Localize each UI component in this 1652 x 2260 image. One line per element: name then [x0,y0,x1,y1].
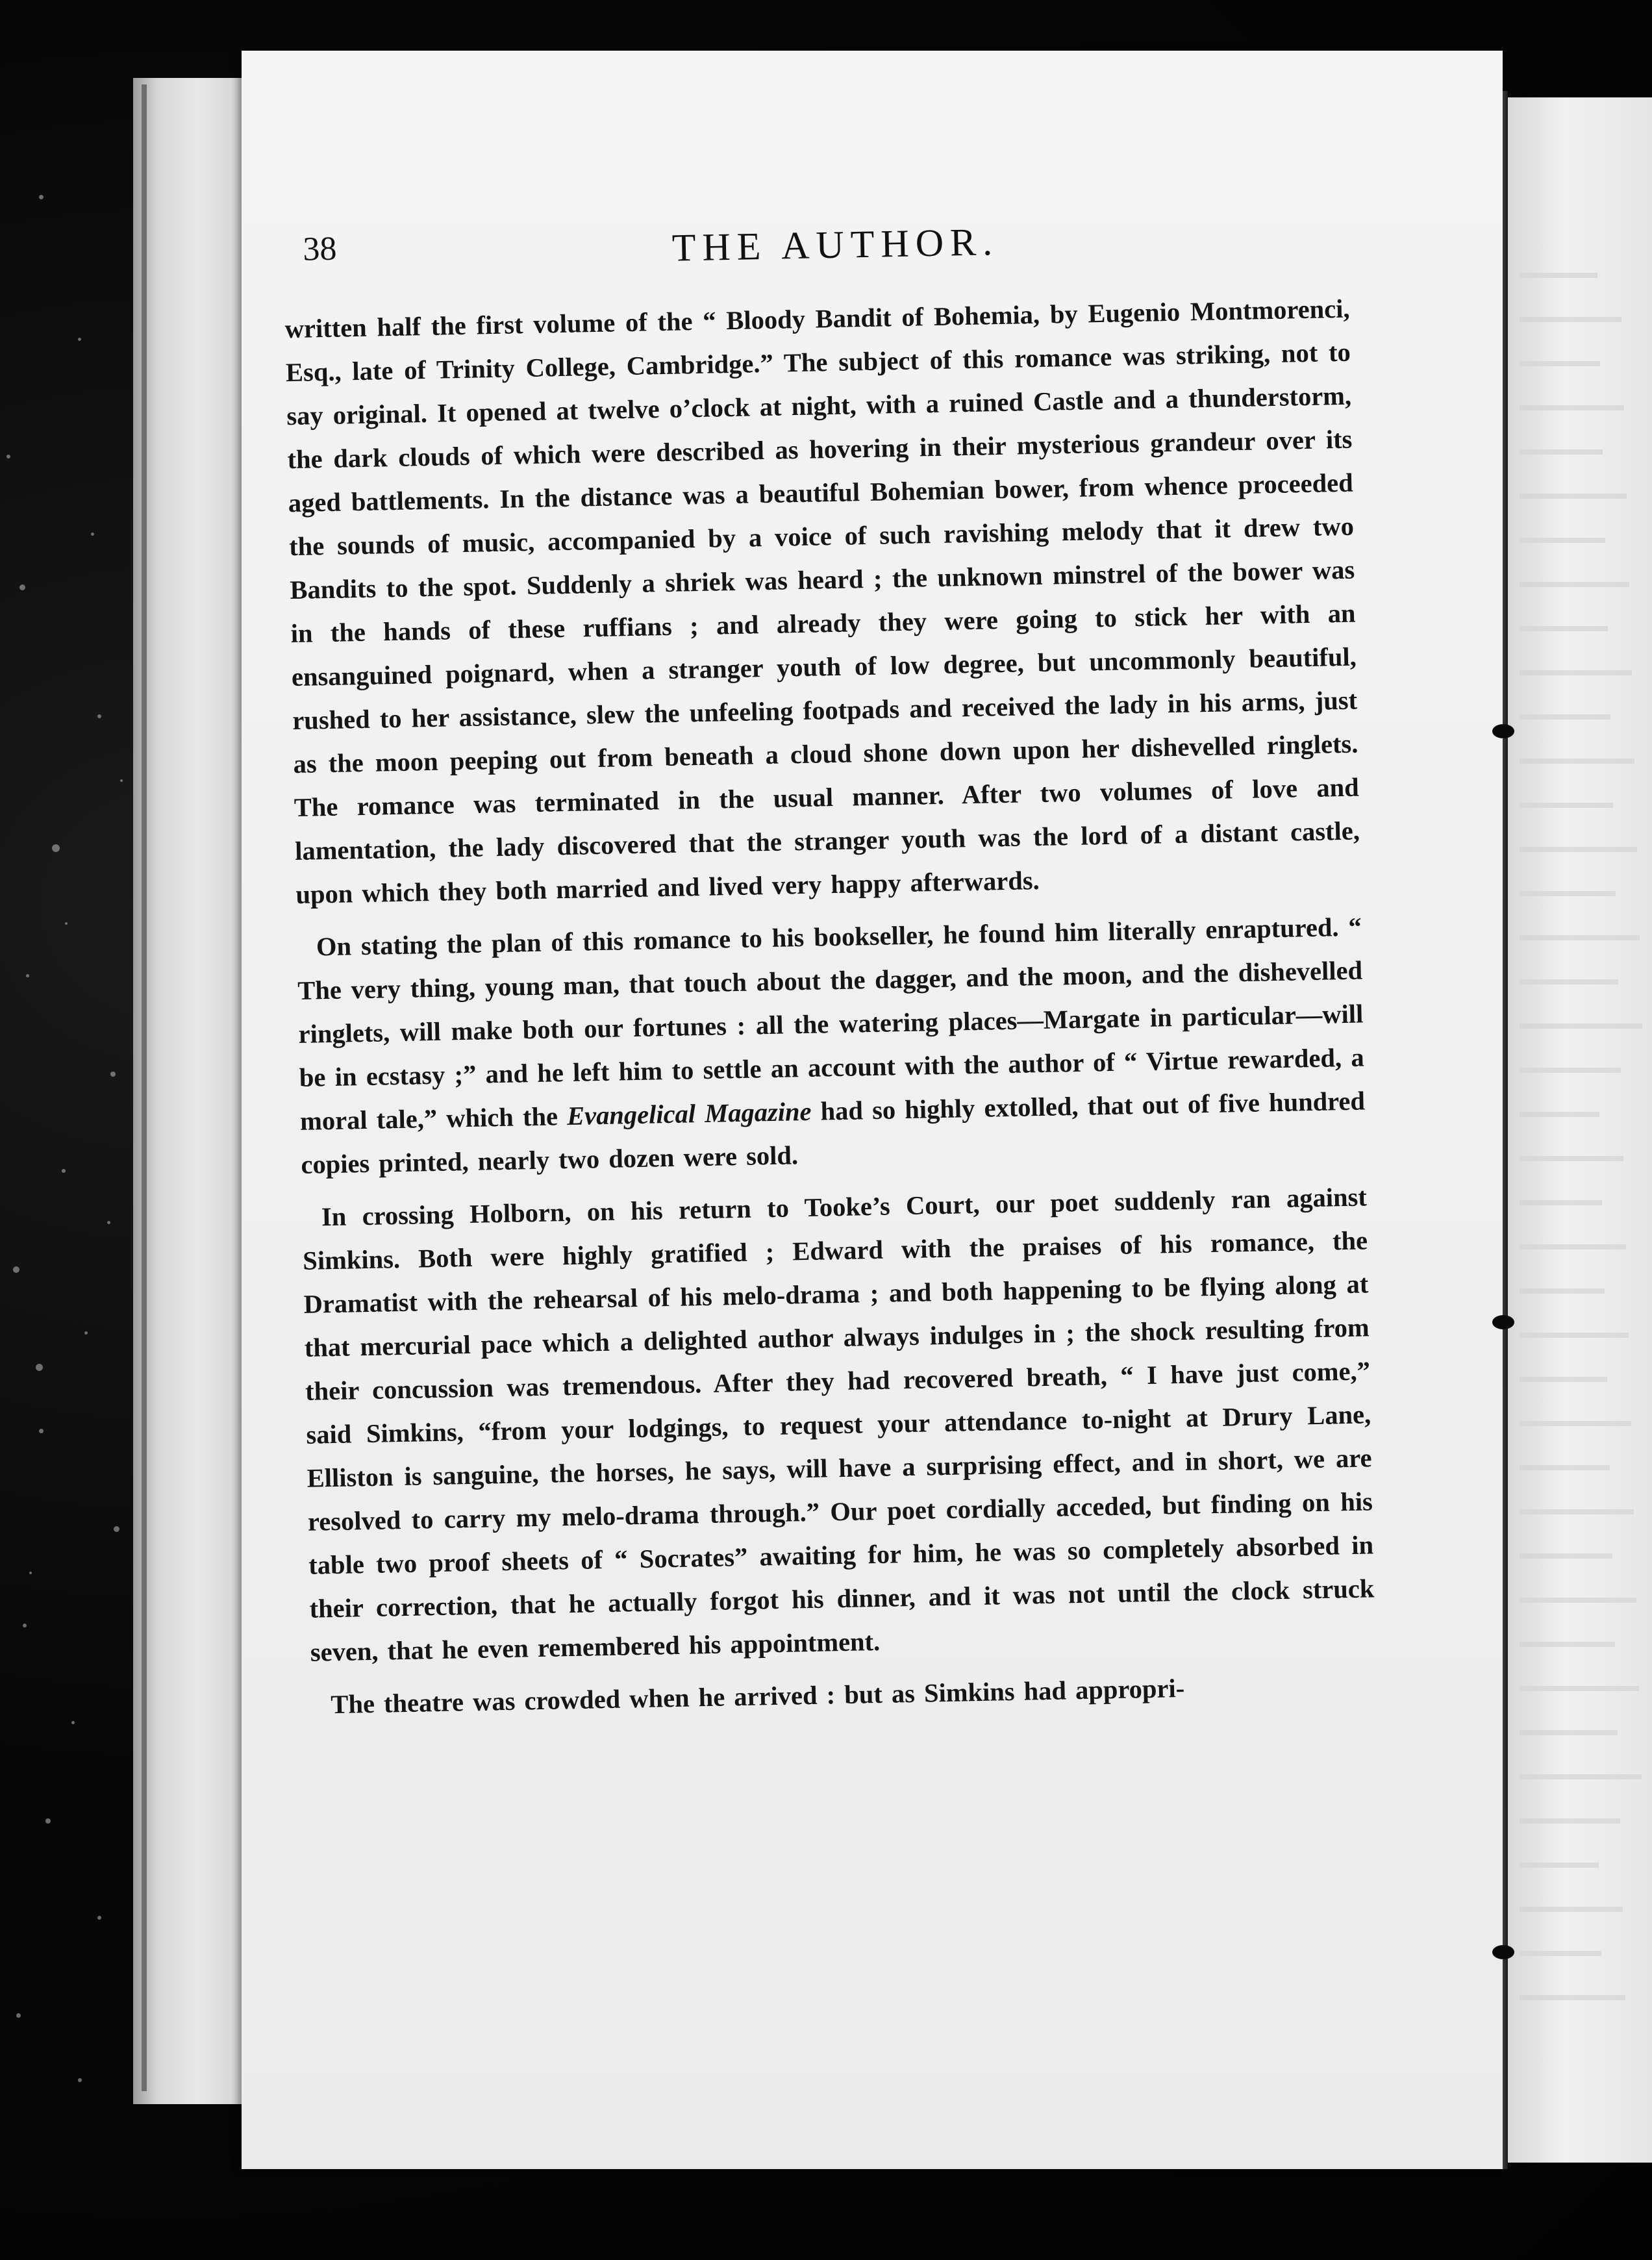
text-run: had so highly extolled, that out of five hundred copies printed, nearly two dozen were sold. [301,1086,1366,1179]
facing-page-bleedthrough [1520,670,1632,675]
scan-speck [39,1429,44,1433]
binding-thread-knot [1492,724,1514,738]
scan-speck [23,1624,27,1627]
facing-page-bleedthrough [1520,273,1597,278]
scan-speck [78,2078,82,2082]
paragraph [284,287,1361,916]
scan-speck [84,1331,88,1335]
body-text [284,287,1377,1736]
facing-page-bleedthrough [1520,979,1618,985]
facing-page-bleedthrough [1520,1288,1605,1294]
facing-page-bleedthrough [1520,1023,1642,1029]
facing-page-bleedthrough [1520,1863,1599,1868]
binding-thread-knot [1492,1945,1514,1959]
facing-page-bleedthrough [1520,1377,1607,1382]
scan-speck [6,455,10,458]
scan-speck [91,533,94,536]
facing-page-bleedthrough [1520,626,1608,631]
facing-page-bleedthrough [1520,1642,1615,1647]
scan-speck [97,714,101,718]
scan-speck [65,922,68,925]
paragraph [301,1175,1375,1674]
facing-page-bleedthrough [1520,449,1603,455]
facing-page-bleedthrough [1520,1112,1599,1117]
book-page [242,51,1503,2169]
facing-page-bleedthrough [1520,1951,1601,1956]
facing-page-bleedthrough [1520,714,1610,720]
facing-page-bleedthrough [1520,1598,1636,1603]
facing-page-bleedthrough [1520,1818,1620,1824]
facing-page-bleedthrough [1520,582,1629,587]
facing-page-bleedthrough [1520,1068,1621,1073]
facing-page-bleedthrough [1520,1686,1639,1691]
scan-speck [36,1364,43,1371]
facing-page-bleedthrough [1520,494,1627,499]
facing-page-bleedthrough [1520,1333,1629,1338]
running-head [303,210,1368,288]
page-stack-shadow [142,84,147,2091]
scan-speck [62,1169,66,1173]
scan-speck [114,1526,119,1532]
scan-speck [19,584,25,590]
text-run: The theatre was crowded when he arrived : but as Simkins had appropri- [330,1673,1185,1720]
facing-page-bleedthrough [1520,847,1637,852]
facing-page-bleedthrough [1520,1553,1612,1559]
facing-page-bleedthrough [1520,1465,1610,1470]
scan-speck [97,1916,101,1920]
binding-thread-knot [1492,1315,1514,1329]
facing-page-bleedthrough [1520,405,1624,410]
scan-speck [13,1266,19,1273]
facing-page-bleedthrough [1520,1509,1634,1514]
italic-title: Evangelical Magazine [566,1096,812,1131]
facing-page-bleedthrough [1520,538,1605,543]
scan-speck [45,1818,51,1824]
page-number: 38 [302,230,337,268]
facing-page-bleedthrough [1520,891,1616,896]
facing-page-bleedthrough [1520,1244,1626,1249]
scan-speck [52,844,60,852]
scan-speck [29,1572,32,1574]
facing-page-bleedthrough [1520,935,1640,940]
scan-speck [110,1072,116,1077]
facing-page-bleedthrough [1520,1421,1631,1426]
scan-speck [78,338,81,341]
facing-page-bleedthrough [1520,1774,1642,1779]
scan-speck [120,779,123,782]
facing-page-bleedthrough [1520,361,1600,366]
running-title: THE AUTHOR. [671,220,999,270]
scan-speck [26,974,29,977]
facing-page-bleedthrough [1520,1156,1623,1161]
facing-page-bleedthrough [1520,1907,1623,1912]
paragraph [311,1663,1377,1726]
facing-page-bleedthrough [1520,1730,1618,1735]
facing-page-bleedthrough [1520,803,1613,808]
scan-speck [107,1221,110,1224]
facing-page-bleedthrough [1520,317,1621,322]
text-run: In crossing Holborn, on his return to Tooke’s Court, our poet suddenly ran against Simkins. Both were highly gratified ; Edward with the praises of his romance, the Dramatist with the rehearsal of his melo-drama ; and both happening to be flying along at that mercurial pace which a delighted author always indulges in ; the shock resulting from their concussion was tremendous. After they had recovered breath, “ I have just come,” said Simkins, “from your lodgings, to request your attendance to-night at Drury Lane, Elliston is sanguine, the horses, he says, will have a surprising effect, and in short, we are resolved to carry my melo-drama through.” Our poet cordially acceded, but finding on his table two proof sheets of “ Socrates” awaiting for him, he was so completely absorbed in their correction, that he actually forgot his dinner, and it was not until the clock struck seven, that he even remembered his appointment. [302,1182,1375,1667]
facing-page-bleedthrough [1520,1200,1602,1205]
facing-page-bleedthrough [1520,1995,1625,2000]
paragraph [296,905,1366,1186]
scan-speck [16,2013,21,2018]
text-run: On stating the plan of this romance to his bookseller, he found him literally enraptured. “ The very thing, young man, that touch about the dagger, and the moon, and the dishevelled ringlets, will make both our fortunes : all the watering places—Margate in particular—will be in ecstasy ;” and he left him to settle an account with the author of “ Virtue rewarded, a moral tale,” which the [297,912,1365,1136]
facing-page-bleedthrough [1520,759,1634,764]
scan-speck [71,1721,75,1724]
text-run: written half the first volume of the “ Bloody Bandit of Bohemia, by Eugenio Montmorenci, Esq., late of Trinity College, Cambridge.” The subject of this romance was striking, not to say original. It opened at twelve o’clock at night, with a ruined Castle and a thunderstorm, the dark clouds of which were described as hovering in their mysterious grandeur over its aged battlements. In the distance was a beautiful Bohemian bower, from whence proceeded the sounds of music, accompanied by a voice of such ravishing melody that it drew two Bandits to the spot. Suddenly a shriek was heard ; the unknown minstrel of the bower was in the hands of these ruffians ; and already they were going to stick her with an ensanguined poignard, when a stranger youth of low degree, but uncommonly beautiful, rushed to her assistance, slew the unfeeling footpads and received the lady in his arms, just as the moon peeping out from beneath a cloud shone down upon her dishevelled ringlets. The romance was terminated in the usual manner. After two volumes of love and lamentation, the lady discovered that the stranger youth was the lord of a distant castle, upon which they both married and lived very happy afterwards. [284,294,1360,909]
scan-speck [39,195,44,199]
page-text-block [221,39,1523,2181]
